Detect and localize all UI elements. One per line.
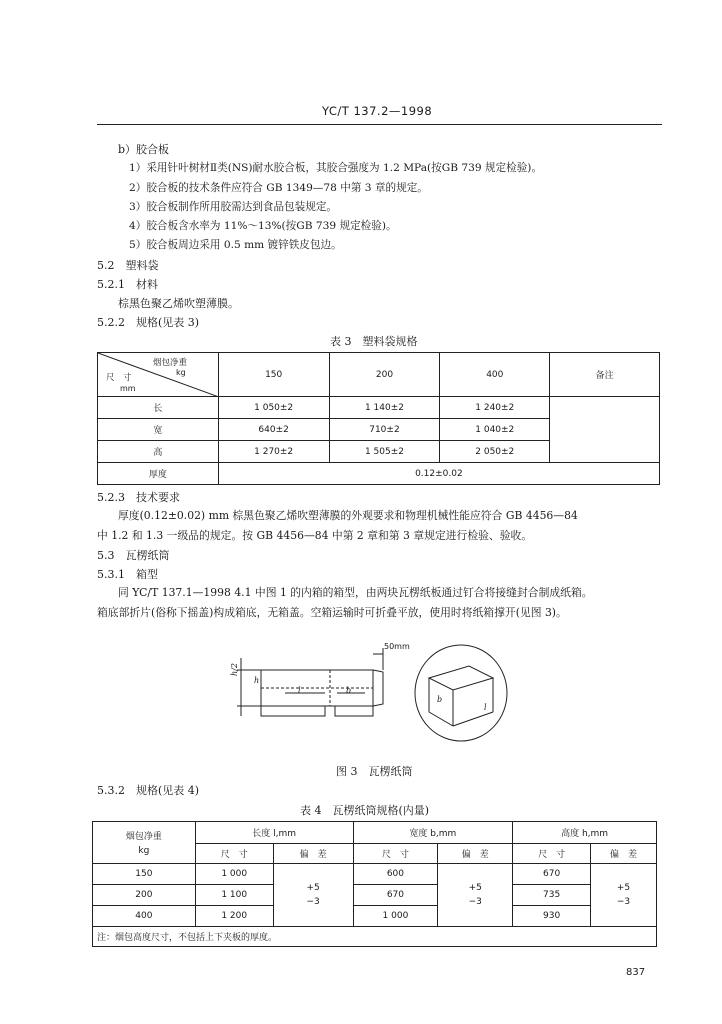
sub-header-size: 尺 寸 xyxy=(195,844,273,864)
corner-top-label: 烟包净重 xyxy=(153,358,188,368)
section-5-2-3-p2: 中 1.2 和 1.3 一级品的规定。按 GB 4456—84 中第 2 章和第 3 章规定进行检验、验收。 xyxy=(97,529,533,542)
dev-minus: −3 xyxy=(616,897,631,907)
sub-header-dev: 偏 差 xyxy=(273,844,353,864)
figure-label-l: l xyxy=(298,686,301,695)
table-row xyxy=(93,885,657,906)
figure-3-caption: 图 3 瓦楞纸筒 xyxy=(336,765,413,778)
table-cell: 735 xyxy=(513,885,591,906)
figure-box-label-l: l xyxy=(484,703,487,712)
table-cell: 670 xyxy=(353,885,438,906)
item-b2: 2）胶合板的技术条件应符合 GB 1349—78 中第 3 章的规定。 xyxy=(129,182,428,194)
table-cell: 0.12±0.02 xyxy=(218,463,659,485)
table-cell: 1 000 xyxy=(353,906,438,927)
figure-label-h: h xyxy=(254,676,260,685)
figure-dim-50mm: 50mm xyxy=(384,642,410,651)
figure-3-drawing xyxy=(225,638,515,753)
table4-caption: 表 4 瓦楞纸筒规格(内量) xyxy=(300,804,430,817)
table-cell: 710±2 xyxy=(329,419,440,441)
table3-remark-cell xyxy=(550,397,660,463)
section-5-3: 5.3 瓦楞纸筒 xyxy=(97,549,170,562)
table-cell: 1 140±2 xyxy=(329,397,440,419)
table-cell: 600 xyxy=(353,864,438,885)
table-row xyxy=(98,463,660,485)
weight-header-unit: kg xyxy=(138,846,150,856)
item-b3: 3）胶合板制作所用胶需达到食品包装规定。 xyxy=(129,201,338,213)
sub-header-dev: 偏 差 xyxy=(591,844,657,864)
table3-col-400: 400 xyxy=(440,353,550,397)
corner-left-label: 尺 寸 xyxy=(106,373,132,383)
table-cell: 930 xyxy=(513,906,591,927)
figure-label-h2: h/2 xyxy=(229,663,239,676)
section-5-3-1-p1: 同 YC/T 137.1—1998 4.1 中图 1 的内箱的箱型，由两块瓦楞纸板通过钉合将接缝封合制成纸箱。 xyxy=(118,586,593,599)
table3-corner-cell xyxy=(98,353,219,397)
row-label: 宽 xyxy=(98,419,219,441)
table-cell: 1 040±2 xyxy=(440,419,550,441)
table-cell: 1 270±2 xyxy=(218,441,329,463)
table-row xyxy=(93,906,657,927)
table-cell: 1 000 xyxy=(195,864,273,885)
section-5-2: 5.2 塑料袋 xyxy=(97,259,159,272)
table-cell: 1 200 xyxy=(195,906,273,927)
row-label: 厚度 xyxy=(98,463,219,485)
item-b4: 4）胶合板含水率为 11%～13%(按GB 739 规定检验)。 xyxy=(129,220,397,232)
corner-bottom-label: mm xyxy=(120,384,136,393)
table-cell: 1 100 xyxy=(195,885,273,906)
dev-plus: +5 xyxy=(468,883,482,893)
item-b-title: b）胶合板 xyxy=(118,143,170,156)
section-5-2-3-p1: 厚度(0.12±0.02) mm 棕黑色聚乙烯吹塑薄膜的外观要求和物理机械性能应符合 GB 4456—84 xyxy=(118,509,578,522)
table3-caption: 表 3 塑料袋规格 xyxy=(330,335,418,348)
table-3 xyxy=(97,352,660,485)
table4-length-header: 长度 l,mm xyxy=(195,822,353,844)
sub-header-size: 尺 寸 xyxy=(513,844,591,864)
table4-note: 注：烟包高度尺寸，不包括上下夹板的厚度。 xyxy=(93,927,657,947)
sub-header-dev: 偏 差 xyxy=(438,844,513,864)
table-row xyxy=(98,397,660,419)
dev-minus: −3 xyxy=(468,897,482,907)
dev-plus: +5 xyxy=(616,883,631,893)
table-cell: 670 xyxy=(513,864,591,885)
table-cell: 1 050±2 xyxy=(218,397,329,419)
table4-width-header: 宽度 b,mm xyxy=(353,822,513,844)
page-header: YC/T 137.2—1998 xyxy=(322,104,433,118)
table3-col-200: 200 xyxy=(329,353,440,397)
table4-height-header: 高度 h,mm xyxy=(513,822,657,844)
width-deviation xyxy=(438,864,513,927)
row-label: 高 xyxy=(98,441,219,463)
height-deviation xyxy=(591,864,657,927)
table3-col-remark: 备注 xyxy=(550,353,660,397)
header-rule xyxy=(97,124,662,125)
weight-header-label: 烟包净重 xyxy=(125,832,162,842)
table4-weight-header xyxy=(93,822,196,864)
figure-box-label-b: b xyxy=(437,695,443,704)
section-5-2-1: 5.2.1 材料 xyxy=(97,278,158,291)
table-cell: 150 xyxy=(93,864,196,885)
section-5-2-3: 5.2.3 技术要求 xyxy=(97,491,180,504)
section-5-3-2: 5.3.2 规格(见表 4) xyxy=(97,784,200,797)
length-deviation xyxy=(273,864,353,927)
sub-header-size: 尺 寸 xyxy=(353,844,438,864)
row-label: 长 xyxy=(98,397,219,419)
table3-col-150: 150 xyxy=(218,353,329,397)
table-4 xyxy=(92,821,657,947)
table-cell: 640±2 xyxy=(218,419,329,441)
page-number: 837 xyxy=(626,967,646,978)
section-5-3-1: 5.3.1 箱型 xyxy=(97,568,158,581)
table-row xyxy=(93,864,657,885)
dev-minus: −3 xyxy=(306,897,320,907)
item-b5: 5）胶合板周边采用 0.5 mm 镀锌铁皮包边。 xyxy=(129,239,342,251)
table-cell: 1 505±2 xyxy=(329,441,440,463)
item-b1: 1）采用针叶树材Ⅱ类(NS)耐水胶合板，其胶合强度为 1.2 MPa(按GB 739 规定检验)。 xyxy=(129,162,543,174)
section-5-2-1-text: 棕黑色聚乙烯吹塑薄膜。 xyxy=(118,297,239,310)
table-cell: 1 240±2 xyxy=(440,397,550,419)
section-5-3-1-p2: 箱底部折片(俗称下摇盖)构成箱底，无箱盖。空箱运输时可折叠平放，使用时将纸箱撑开(见图 3)。 xyxy=(97,606,567,619)
dev-plus: +5 xyxy=(306,883,320,893)
section-5-2-2: 5.2.2 规格(见表 3) xyxy=(97,316,200,329)
table-cell: 200 xyxy=(93,885,196,906)
corner-unit-label: kg xyxy=(176,368,186,377)
figure-label-b: b xyxy=(346,686,352,695)
table-cell: 2 050±2 xyxy=(440,441,550,463)
table-cell: 400 xyxy=(93,906,196,927)
